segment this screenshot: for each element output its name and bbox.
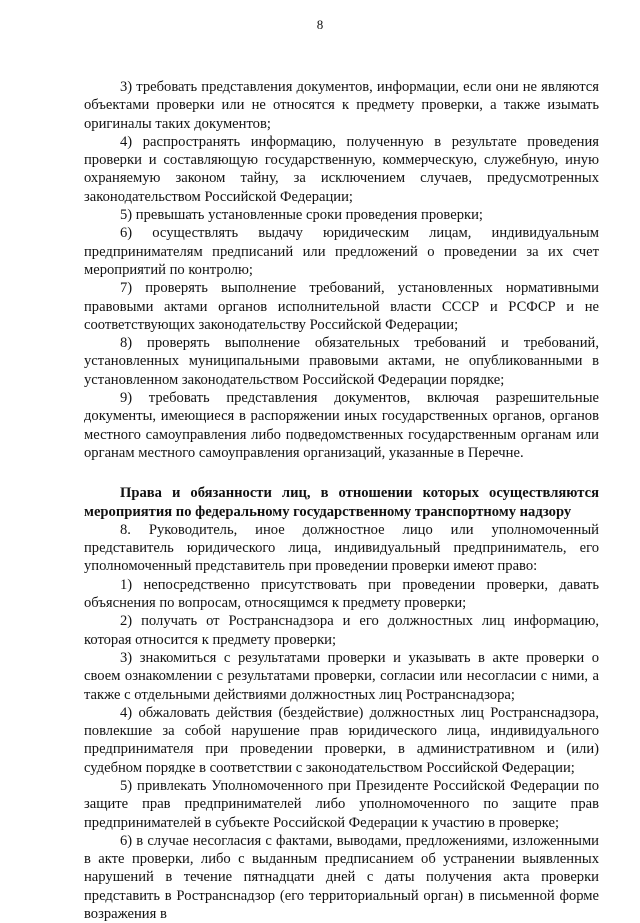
page-number: 8: [316, 17, 324, 32]
paragraph-right-3: 3) знакомиться с результатами проверки и указывать в акте проверки о своем ознакомлении с результатами проверки, согласии или несогласии с ними, а также с отдельными действиями должностных лиц Ространснадзора;: [84, 649, 599, 703]
paragraph-right-2: 2) получать от Ространснадзора и его должностных лиц информацию, которая относится к предмету проверки;: [84, 613, 599, 648]
paragraph-item-5: 5) превышать установленные сроки проведения проверки;: [120, 207, 483, 224]
paragraph-right-6: 6) в случае несогласия с фактами, выводами, предложениями, изложенными в акте проверки, либо с выданным предписанием об устранении выявленных нарушений в течение пятнадцати дней с даты получения акта проверки представить в Ространснадзор (его территориальный орган) в письменной форме возражения в: [84, 832, 599, 923]
paragraph-item-8: 8) проверять выполнение обязательных требований и требований, установленных муниципальными правовыми актами, не опубликованными в установленном законодательством Российской Федерации порядке;: [84, 335, 599, 388]
paragraph-item-4: 4) распространять информацию, полученную в результате проведения проверки и составляющую государственную, коммерческую, служебную, иную охраняемую законом тайну, за исключением случаев, предусмотренных законодательством Российской Федерации;: [84, 133, 599, 205]
section-heading: Права и обязанности лиц, в отношении которых осуществляются мероприятия по федеральному государственному транспортному надзору: [84, 485, 599, 520]
document-body: [84, 78, 599, 923]
paragraph-right-5: 5) привлекать Уполномоченного при Президенте Российской Федерации по защите прав предпринимателей либо уполномоченного по защите прав предпринимателей в субъекте Российской Федерации к участию в проверке;: [84, 777, 599, 831]
paragraph-item-3: 3) требовать представления документов, информации, если они не являются объектами проверки или не относятся к предмету проверки, а также изымать оригиналы таких документов;: [84, 79, 599, 132]
paragraph-item-6: 6) осуществлять выдачу юридическим лицам, индивидуальным предпринимателям предписаний или предложений о проведении за их счет мероприятий по контролю;: [84, 225, 599, 278]
paragraph-right-4: 4) обжаловать действия (бездействие) должностных лиц Ространснадзора, повлекшие за собой нарушение прав юридического лица, индивидуального предпринимателя при проведении проверки, в административном и (или) судебном порядке в соответствии с законодательством Российской Федерации;: [84, 704, 599, 776]
paragraph-item-9: 9) требовать представления документов, включая разрешительные документы, имеющиеся в распоряжении иных государственных органов, органов местного самоуправления либо подведомственных государственным органам или органам местного самоуправления организаций, указанные в Перечне.: [84, 390, 599, 461]
paragraph-clause-8: 8. Руководитель, иное должностное лицо или уполномоченный представитель юридического лица, индивидуальный предприниматель, его уполномоченный представитель при проведении проверки имеют право:: [84, 521, 599, 575]
paragraph-right-1: 1) непосредственно присутствовать при проведении проверки, давать объяснения по вопросам, относящимся к предмету проверки;: [84, 576, 599, 612]
paragraph-item-7: 7) проверять выполнение требований, установленных нормативными правовыми актами органов исполнительной власти СССР и РСФСР и не соответствующих законодательству Российской Федерации;: [84, 280, 599, 333]
